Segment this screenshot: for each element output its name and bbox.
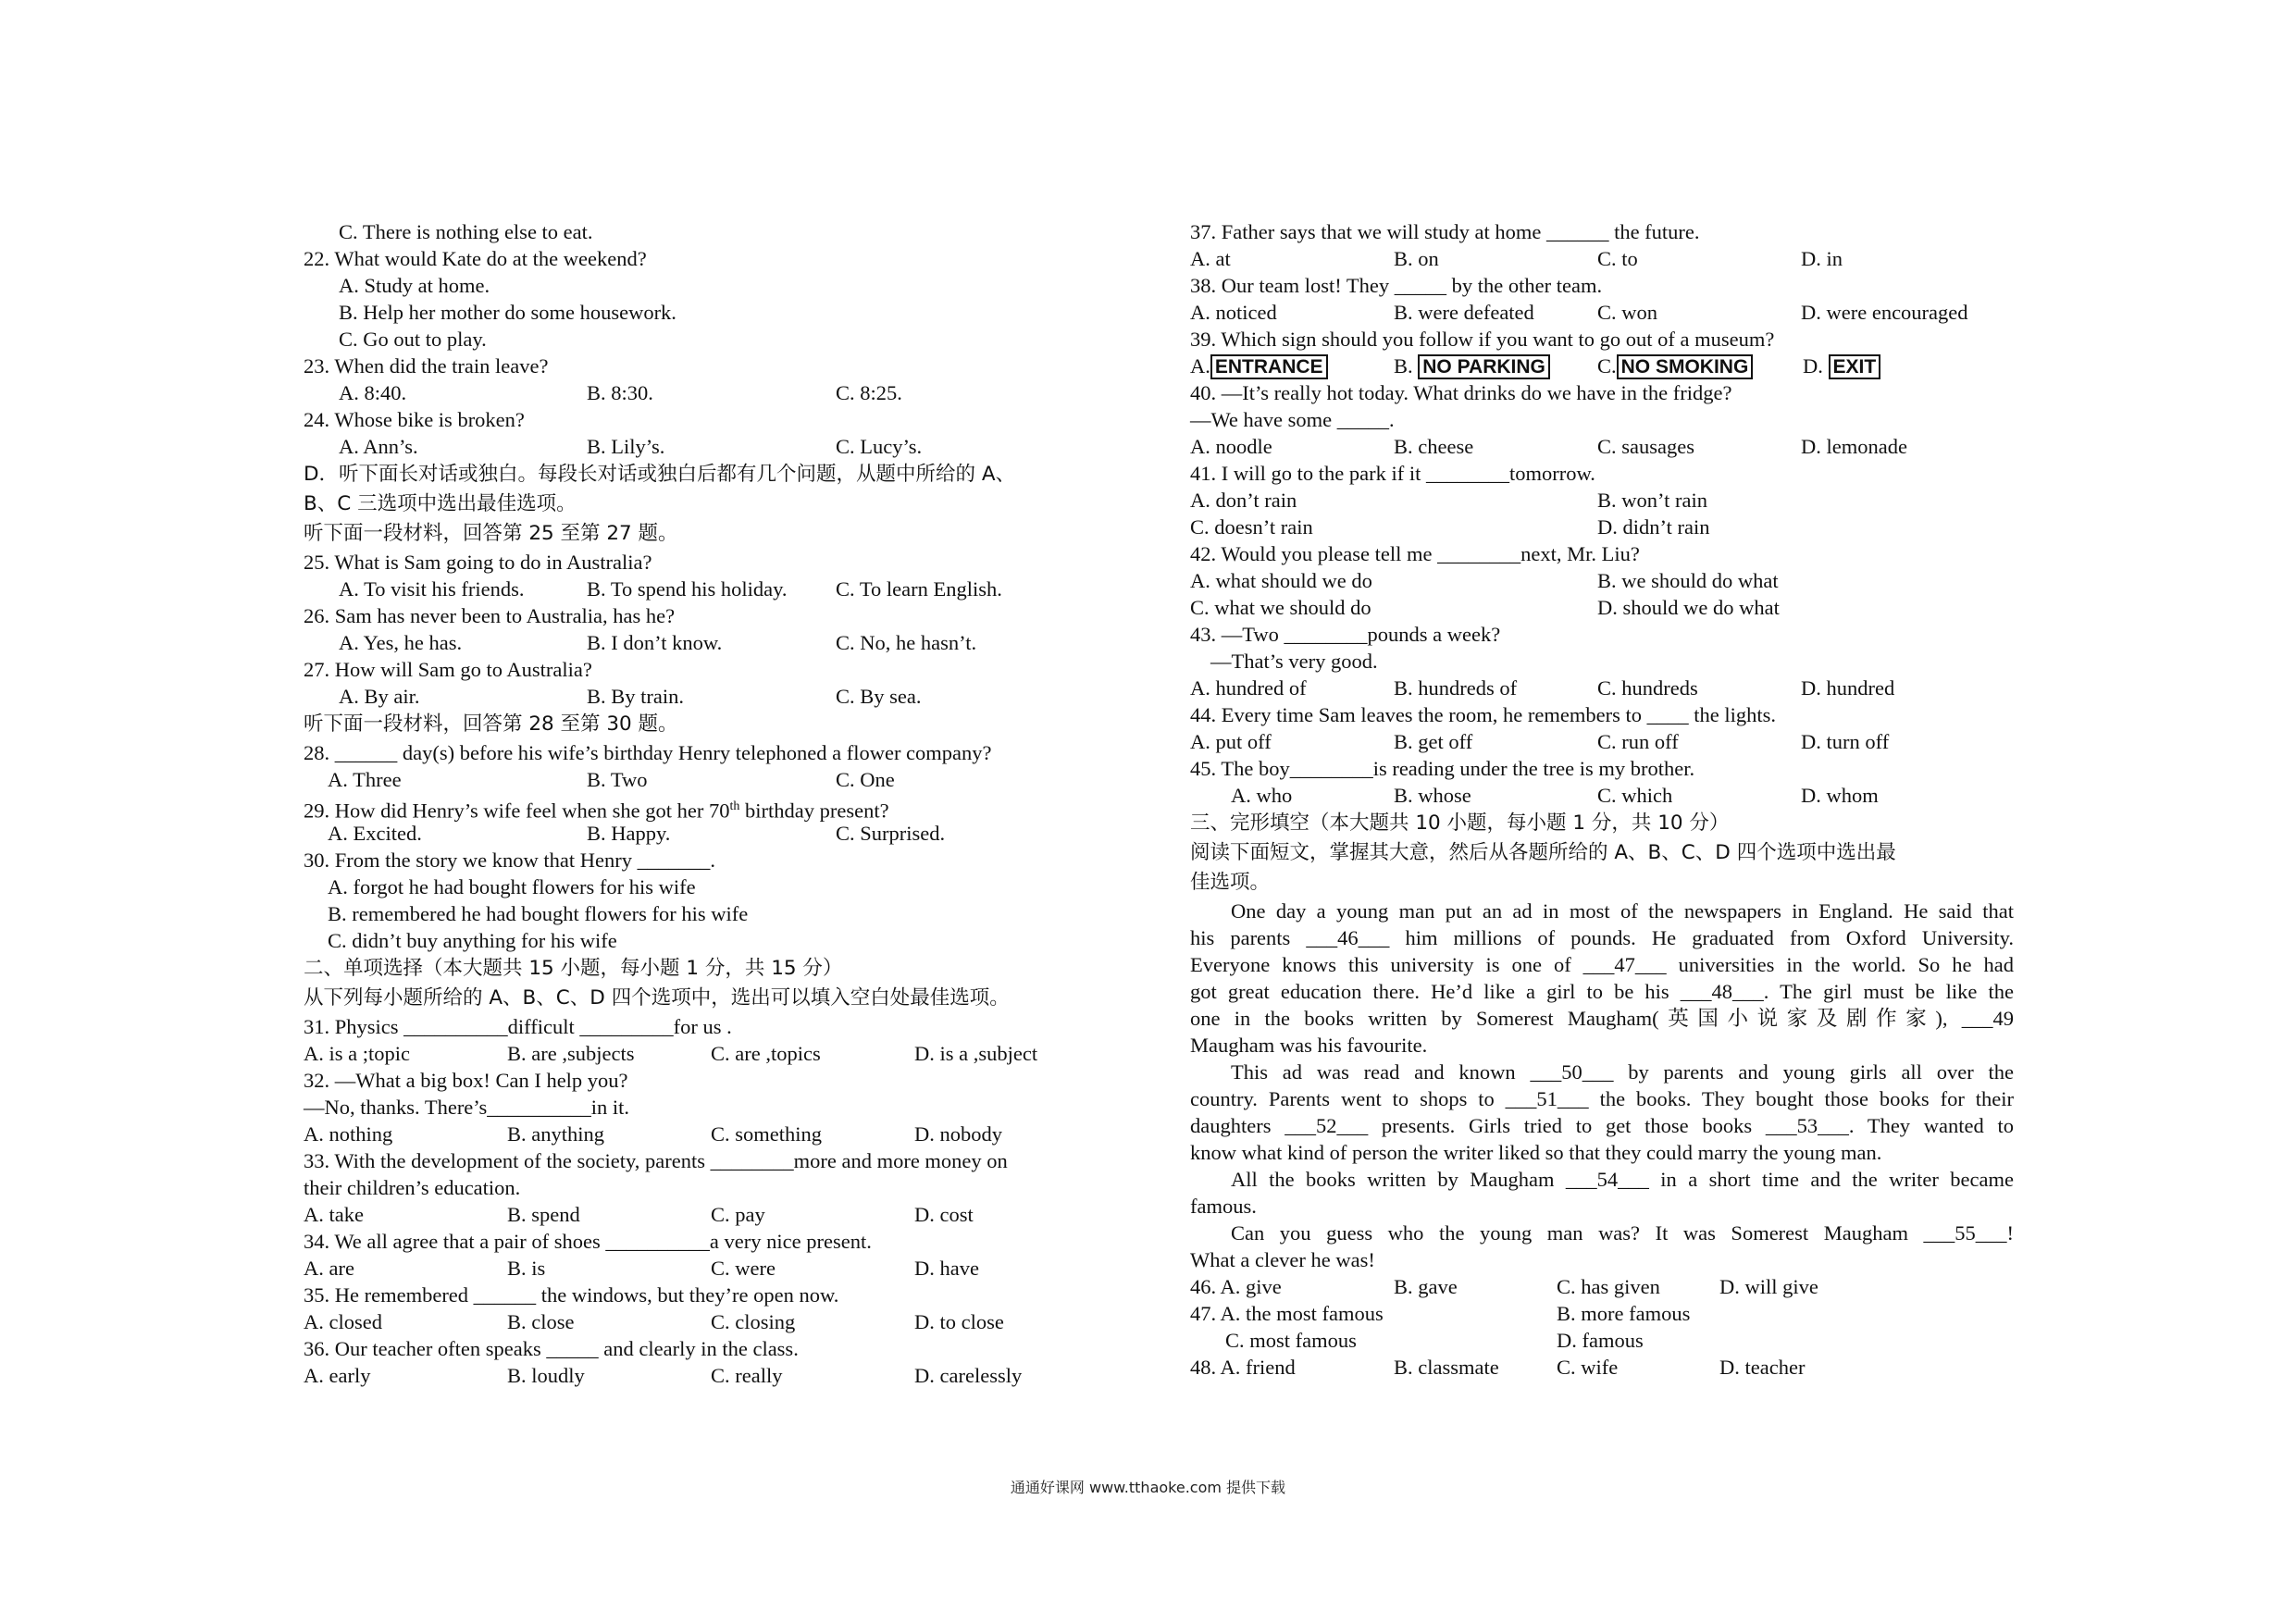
option-c: C. really [711, 1364, 783, 1387]
option-b: B. Lily’s. [587, 435, 665, 458]
option-d: D. famous [1557, 1329, 1644, 1352]
option-b: B. I don’t know. [587, 631, 723, 654]
entrance-sign: ENTRANCE [1210, 354, 1328, 379]
q29-superscript: th [729, 799, 740, 813]
passage-p2-line2: country. Parents went to shops to ___51___ the books. They bought those books for their [1190, 1087, 2014, 1110]
q22-option-b: B. Help her mother do some housework. [339, 301, 676, 324]
no-parking-sign: NO PARKING [1418, 354, 1550, 379]
q44-text: 44. Every time Sam leaves the room, he remembers to ____ the lights. [1190, 703, 1776, 726]
option-b: B. get off [1394, 730, 1473, 753]
option-d: D. lemonade [1801, 435, 1907, 458]
q45-text: 45. The boy________is reading under the tree is my brother. [1190, 757, 1695, 780]
option-a: A. noodle [1190, 435, 1272, 458]
option-d: D. turn off [1801, 730, 1890, 753]
q22-text: 22. What would Kate do at the weekend? [304, 247, 647, 270]
option-b: B. anything [507, 1122, 604, 1146]
q38-options [1190, 299, 2014, 326]
q41-options-ab [1190, 487, 2014, 514]
option-b: B. To spend his holiday. [587, 577, 788, 601]
option-a: A. are [304, 1257, 354, 1280]
option-c: C. wife [1557, 1356, 1619, 1379]
q34-text: 34. We all agree that a pair of shoes __________a very nice present. [304, 1230, 872, 1253]
option-c [1597, 353, 1753, 380]
passage-p1-line5: one in the books written by Somerest Maugham(英国小说家及剧作家), ___49 [1190, 1007, 2014, 1030]
q33-options [304, 1201, 1127, 1228]
passage-p2-line4: know what kind of person the writer liked so that they could marry the young man. [1190, 1141, 1882, 1164]
q40-text: 40. —It’s really hot today. What drinks do we have in the fridge? [1190, 381, 1732, 404]
right-column [1190, 218, 2014, 1381]
passage-p4-line2: What a clever he was! [1190, 1248, 1375, 1271]
option-b: B. classmate [1394, 1356, 1499, 1379]
option-b: B. Two [587, 768, 648, 791]
option-a: A. hundred of [1190, 676, 1307, 700]
option-d: D. carelessly [914, 1364, 1023, 1387]
option-c: C. 8:25. [836, 381, 902, 404]
q26-text: 26. Sam has never been to Australia, has he? [304, 604, 676, 627]
option-a: 48. A. friend [1190, 1356, 1296, 1379]
option-b: B. were defeated [1394, 301, 1534, 324]
option-a: A. who [1231, 784, 1293, 807]
option-c: C. By sea. [836, 685, 922, 708]
passage-p1-line2: his parents ___46___ him millions of pounds. He graduated from Oxford University. [1190, 926, 2014, 949]
q25-options [304, 576, 1127, 602]
section-3-instruction: 阅读下面短文，掌握其大意，然后从各题所给的 A、B、C、D 四个选项中选出最 [1190, 841, 1896, 864]
q43-reply: —That’s very good. [1210, 650, 1378, 673]
passage-p2-line3: daughters ___52___ presents. Girls tried to get those books ___53___. They wanted to [1190, 1114, 2014, 1137]
section-3-heading: 三、完形填空（本大题共 10 小题，每小题 1 分，共 10 分） [1190, 812, 1730, 835]
q30-option-c: C. didn’t buy anything for his wife [328, 929, 617, 952]
q47-options-ab [1190, 1300, 2014, 1327]
q40-reply: —We have some _____. [1190, 408, 1395, 431]
option-d: D. nobody [914, 1122, 1002, 1146]
passage-p1-line4: got great education there. He’d like a girl to be his ___48___. The girl must be like the [1190, 980, 2014, 1003]
option-d: D. is a ,subject [914, 1042, 1038, 1065]
left-column [304, 218, 1127, 1389]
q31-text: 31. Physics __________difficult _________for us . [304, 1015, 732, 1038]
option-a [1190, 353, 1328, 380]
option-c: C. No, he hasn’t. [836, 631, 977, 654]
q35-options [304, 1308, 1127, 1335]
q33-text-cont: their children’s education. [304, 1176, 521, 1199]
q46-options [1190, 1273, 2014, 1300]
section-2-heading: 二、单项选择（本大题共 15 小题，每小题 1 分，共 15 分） [304, 957, 843, 980]
option-d: D. have [914, 1257, 979, 1280]
section-2-instruction: 从下列每小题所给的 A、B、C、D 四个选项中，选出可以填入空白处最佳选项。 [304, 986, 1010, 1010]
passage-p1-line1: One day a young man put an ad in most of the newspapers in England. He said that [1231, 899, 2014, 923]
option-a: A. Yes, he has. [339, 631, 463, 654]
option-c: C. closing [711, 1310, 796, 1333]
passage-p1-line6: Maugham was his favourite. [1190, 1034, 1428, 1057]
option-c: C. run off [1597, 730, 1679, 753]
q35-text: 35. He remembered ______ the windows, but they’re open now. [304, 1283, 839, 1307]
exit-sign: EXIT [1829, 354, 1881, 379]
option-c: C. pay [711, 1203, 765, 1226]
q36-text: 36. Our teacher often speaks _____ and clearly in the class. [304, 1337, 799, 1360]
q40-options [1190, 433, 2014, 460]
option-d: D. in [1801, 247, 1843, 270]
q45-options [1190, 782, 2014, 809]
q28-options [304, 766, 1127, 793]
option-d-letter: D. [1803, 354, 1823, 378]
q42-text: 42. Would you please tell me ________next, Mr. Liu? [1190, 542, 1640, 565]
option-a: 46. A. give [1190, 1275, 1282, 1298]
q32-reply: —No, thanks. There’s__________in it. [304, 1096, 630, 1119]
passage-p1-line3: Everyone knows this university is one of ___47___ universities in the world. So he had [1190, 953, 2014, 976]
option-d: D. will give [1719, 1275, 1818, 1298]
q30-option-b: B. remembered he had bought flowers for his wife [328, 902, 749, 925]
option-d: D. didn’t rain [1597, 515, 1710, 539]
q25-text: 25. What is Sam going to do in Australia? [304, 551, 652, 574]
option-a: A. To visit his friends. [339, 577, 525, 601]
q28-text: 28. ______ day(s) before his wife’s birthday Henry telephoned a flower company? [304, 741, 992, 764]
option-c: C. something [711, 1122, 823, 1146]
option-c-letter: C. [1597, 354, 1617, 378]
q30-text: 30. From the story we know that Henry _______. [304, 849, 715, 872]
option-a: 47. A. the most famous [1190, 1302, 1384, 1325]
q29-options [304, 820, 1127, 847]
q48-options [1190, 1354, 2014, 1381]
option-a: A. nothing [304, 1122, 393, 1146]
option-c: C. were [711, 1257, 776, 1280]
q39-text: 39. Which sign should you follow if you want to go out of a museum? [1190, 328, 1775, 351]
option-c: C. doesn’t rain [1190, 515, 1313, 539]
option-c: C. To learn English. [836, 577, 1002, 601]
q39-options [1190, 353, 2014, 379]
q26-options [304, 629, 1127, 656]
q33-text: 33. With the development of the society, parents ________more and more money on [304, 1149, 1008, 1172]
option-b: B. spend [507, 1203, 580, 1226]
option-c: C. are ,topics [711, 1042, 821, 1065]
option-b: B. loudly [507, 1364, 585, 1387]
q23-options [304, 379, 1127, 406]
option-d: D. hundred [1801, 676, 1895, 700]
page-footer: 通通好课网 www.tthaoke.com 提供下载 [1010, 1479, 1286, 1496]
section-d-instruction: D．听下面长对话或独白。每段长对话或独白后都有几个问题，从题中所给的 A、 [304, 463, 1016, 486]
option-b: B. we should do what [1597, 569, 1779, 592]
q27-options [304, 683, 1127, 710]
section-3-instruction-cont: 佳选项。 [1190, 871, 1271, 894]
option-b: B. gave [1394, 1275, 1458, 1298]
passage-p3-line1: All the books written by Maugham ___54___ in a short time and the writer became [1231, 1168, 2014, 1191]
passage-p4-line1: Can you guess who the young man was? It was Somerest Maugham ___55___! [1231, 1221, 2014, 1245]
passage-p2-line1: This ad was read and known ___50___ by parents and young girls all over the [1231, 1060, 2014, 1084]
q29-text-end: birthday present? [739, 799, 889, 823]
q32-options [304, 1121, 1127, 1147]
option-d: D. whom [1801, 784, 1879, 807]
option-c: C. sausages [1597, 435, 1694, 458]
q29-text [304, 793, 1127, 823]
option-a-letter: A. [1190, 354, 1210, 378]
option-c: C. hundreds [1597, 676, 1698, 700]
q43-options [1190, 675, 2014, 701]
q29-text-start: 29. How did Henry’s wife feel when she got her 70 [304, 799, 730, 823]
q22-option-c: C. Go out to play. [339, 328, 487, 351]
q41-options-cd [1190, 514, 2014, 540]
option-b: B. is [507, 1257, 546, 1280]
option-c: C. Surprised. [836, 822, 946, 845]
q32-text: 32. —What a big box! Can I help you? [304, 1069, 628, 1092]
q42-options-ab [1190, 567, 2014, 594]
option-d [1803, 353, 1880, 380]
option-c: C. has given [1557, 1275, 1660, 1298]
option-b: B. Happy. [587, 822, 671, 845]
option-b: B. close [507, 1310, 575, 1333]
option-b: B. more famous [1557, 1302, 1691, 1325]
option-b: B. are ,subjects [507, 1042, 635, 1065]
option-c: C. what we should do [1190, 596, 1371, 619]
option-a: A. Ann’s. [339, 435, 418, 458]
section-d-instruction-cont: B、C 三选项中选出最佳选项。 [304, 492, 577, 515]
q43-text: 43. —Two ________pounds a week? [1190, 623, 1501, 646]
q41-text: 41. I will go to the park if it ________tomorrow. [1190, 462, 1595, 485]
option-a: A. at [1190, 247, 1231, 270]
passage-p3-line2: famous. [1190, 1195, 1257, 1218]
option-d: D. should we do what [1597, 596, 1780, 619]
q24-text: 24. Whose bike is broken? [304, 408, 525, 431]
q37-text: 37. Father says that we will study at home ______ the future. [1190, 220, 1700, 243]
q38-text: 38. Our team lost! They _____ by the other team. [1190, 274, 1603, 297]
option-b: B. won’t rain [1597, 489, 1707, 512]
option-d: D. were encouraged [1801, 301, 1968, 324]
option-d: D. teacher [1719, 1356, 1806, 1379]
q22-option-a: A. Study at home. [339, 274, 490, 297]
option-a: A. 8:40. [339, 381, 407, 404]
q36-options [304, 1362, 1127, 1389]
q27-text: 27. How will Sam go to Australia? [304, 658, 592, 681]
q42-options-cd [1190, 594, 2014, 621]
option-a: A. Three [328, 768, 402, 791]
option-c: C. One [836, 768, 895, 791]
option-a: A. By air. [339, 685, 420, 708]
no-smoking-sign: NO SMOKING [1617, 354, 1754, 379]
option-a: A. closed [304, 1310, 382, 1333]
option-b-letter: B. [1394, 354, 1413, 378]
option-b: B. whose [1394, 784, 1471, 807]
option-a: A. noticed [1190, 301, 1277, 324]
q23-text: 23. When did the train leave? [304, 354, 549, 378]
option-c: C. which [1597, 784, 1673, 807]
listen-instruction-25-27: 听下面一段材料，回答第 25 至第 27 题。 [304, 522, 678, 545]
listen-instruction-28-30: 听下面一段材料，回答第 28 至第 30 题。 [304, 712, 678, 736]
option-a: A. Excited. [328, 822, 422, 845]
option-a: A. is a ;topic [304, 1042, 410, 1065]
option-a: A. put off [1190, 730, 1272, 753]
q37-options [1190, 245, 2014, 272]
option-d: D. cost [914, 1203, 974, 1226]
q30-option-a: A. forgot he had bought flowers for his wife [328, 875, 696, 898]
option-a: A. take [304, 1203, 364, 1226]
q47-options-cd [1190, 1327, 2014, 1354]
option-a: A. what should we do [1190, 569, 1372, 592]
option-b: B. 8:30. [587, 381, 653, 404]
option-b: B. hundreds of [1394, 676, 1518, 700]
option-d: D. to close [914, 1310, 1004, 1333]
q24-options [304, 433, 1127, 460]
q31-options [304, 1040, 1127, 1067]
option-a: A. don’t rain [1190, 489, 1297, 512]
option-c: C. Lucy’s. [836, 435, 923, 458]
option-c: C. to [1597, 247, 1638, 270]
q21-option-c: C. There is nothing else to eat. [339, 220, 593, 243]
option-b: B. By train. [587, 685, 684, 708]
option-b: B. cheese [1394, 435, 1474, 458]
option-a: A. early [304, 1364, 371, 1387]
option-b [1394, 353, 1550, 380]
option-c: C. most famous [1225, 1329, 1357, 1352]
q44-options [1190, 728, 2014, 755]
option-c: C. won [1597, 301, 1658, 324]
option-b: B. on [1394, 247, 1439, 270]
q34-options [304, 1255, 1127, 1282]
